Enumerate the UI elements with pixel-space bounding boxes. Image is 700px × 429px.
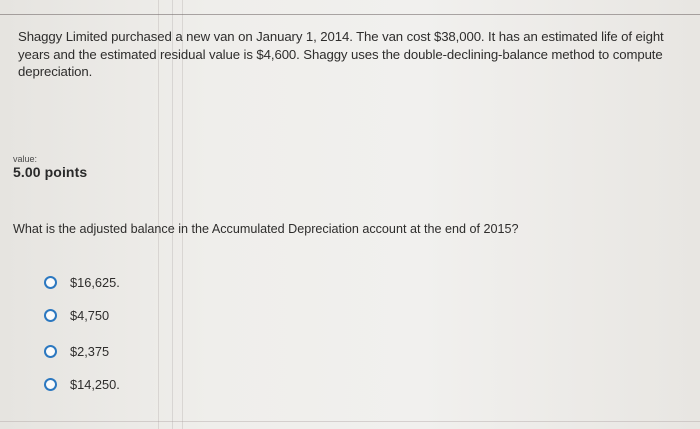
radio-button[interactable]: [44, 276, 57, 289]
question-text: Shaggy Limited purchased a new van on January 1, 2014. The van cost $38,000. It has an estimated life of eight years and the estimated residual value is $4,600. Shaggy uses the double-declining-balance method to compute depreciation.: [18, 29, 664, 79]
answer-option[interactable]: [44, 304, 109, 326]
answer-option-label: $14,250.: [70, 376, 120, 392]
points-value: 5.00 points: [13, 164, 88, 180]
bottom-divider: [0, 421, 700, 422]
answer-option[interactable]: [44, 271, 120, 293]
value-label: value:: [13, 154, 38, 164]
radio-button[interactable]: [44, 345, 57, 358]
radio-button[interactable]: [44, 378, 57, 391]
answer-option-label: $2,375: [70, 343, 110, 359]
answer-option[interactable]: [44, 373, 120, 395]
answer-option-label: $16,625.: [70, 274, 120, 290]
answer-option[interactable]: [44, 340, 109, 362]
radio-button[interactable]: [44, 309, 57, 322]
question-prompt: What is the adjusted balance in the Accumulated Depreciation account at the end of 2015?: [13, 222, 519, 236]
top-divider: [0, 14, 700, 15]
answer-option-label: $4,750: [70, 307, 110, 323]
